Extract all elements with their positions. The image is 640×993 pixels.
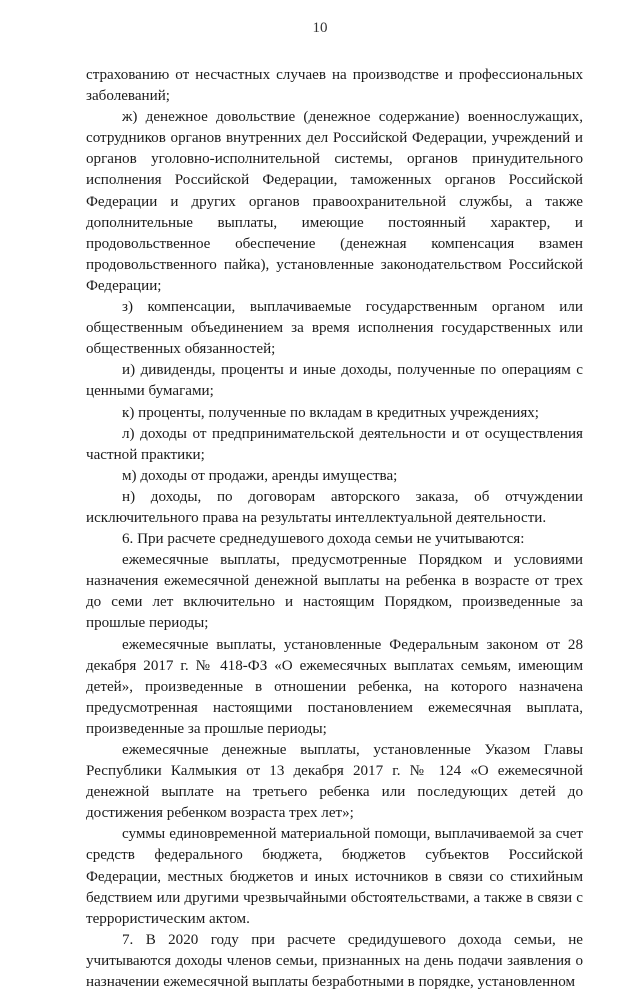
paragraph: суммы единовременной материальной помощи, выплачиваемой за счет средств федерального бюджета, бюджетов субъектов Российской Федерации, местных бюджетов и иных источников в связи со стихийным бедствием или другими чрезвычайными обстоятельствами, а также в связи с террористическим актом. bbox=[86, 826, 583, 927]
paragraph: н) доходы, по договорам авторского заказа, об отчуждении исключительного права на результаты интеллектуальной деятельности. bbox=[86, 488, 583, 526]
paragraph: ж) денежное довольствие (денежное содержание) военнослужащих, сотрудников органов внутренних дел Российской Федерации, учреждений и органов уголовно-исполнительной системы, органов принудительного исполнения Российской Федерации, таможенных органов Российской Федерации и других органов правоохранительной службы, а также дополнительные выплаты, имеющие постоянный характер, и продовольственное обеспечение (денежная компенсация взамен продовольственного пайка), установленные законодательством Российской Федерации; bbox=[86, 109, 583, 294]
paragraph: 6. При расчете среднедушевого дохода семьи не учитываются: bbox=[122, 531, 525, 548]
paragraph: к) проценты, полученные по вкладам в кредитных учреждениях; bbox=[122, 404, 540, 421]
page-number: 10 bbox=[312, 20, 328, 36]
paragraph: ежемесячные денежные выплаты, установленные Указом Главы Республики Калмыкия от 13 декабря 2017 г. № 124 «О ежемесячной денежной выплате на третьего ребенка или последующих детей до достижения ребенком возраста трех лет»; bbox=[86, 742, 583, 822]
paragraph: и) дивиденды, проценты и иные доходы, полученные по операциям с ценными бумагами; bbox=[86, 362, 583, 400]
paragraph: ежемесячные выплаты, установленные Федеральным законом от 28 декабря 2017 г. № 418-ФЗ «О ежемесячных выплатах семьям, имеющим детей», произведенные в отношении ребенка, на которого назначена предусмотренная настоящими постановлением ежемесячная выплата, произведенные за прошлые периоды; bbox=[86, 636, 583, 737]
paragraph: 7. В 2020 году при расчете средидушевого дохода семьи, не учитываются доходы членов семьи, признанных на день подачи заявления о назначении ежемесячной выплаты безработными в порядке, установленном bbox=[86, 931, 583, 991]
paragraph: з) компенсации, выплачиваемые государственным органом или общественным объединением за время исполнения государственных или общественных обязанностей; bbox=[86, 299, 583, 358]
paragraph: ежемесячные выплаты, предусмотренные Порядком и условиями назначения ежемесячной денежной выплаты на ребенка в возрасте от трех до семи лет включительно и настоящим Порядком, произведенные за прошлые периоды; bbox=[86, 552, 583, 632]
paragraph: страхованию от несчастных случаев на производстве и профессиональных заболеваний; bbox=[86, 67, 583, 105]
paragraph: м) доходы от продажи, аренды имущества; bbox=[122, 467, 398, 484]
paragraph: л) доходы от предпринимательской деятельности и от осуществления частной практики; bbox=[86, 425, 583, 463]
document-body bbox=[86, 65, 583, 993]
